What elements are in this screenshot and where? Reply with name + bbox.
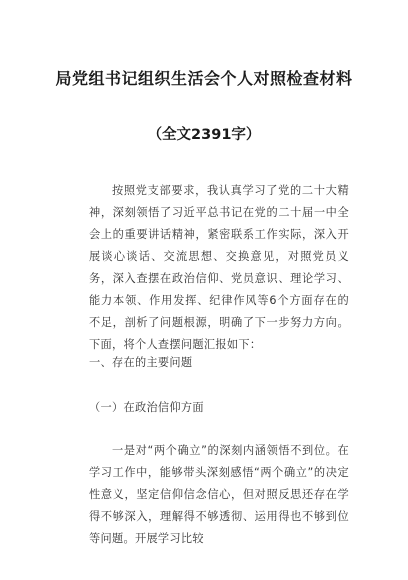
document-subtitle: （全文2391字） bbox=[147, 127, 261, 143]
intro-paragraph: 按照党支部要求，我认真学习了党的二十大精神，深刻领悟了习近平总书记在党的二十届一中全会上的重要讲话精神，紧密联系工作实际，深入开展谈心谈话、交流思想、交换意见，对照党员义务，深入查摆在政治信仰、党员意识、理论学习、能力本领、作用发挥、纪律作风等6个方面存在的不足，剖析了问题根源，明确了下一步努力方向。下面，将个人查摆问题汇报如下： bbox=[89, 184, 349, 351]
document-title: 局党组书记组织生活会个人对照检查材料 bbox=[55, 69, 353, 88]
section-heading: 一、存在的主要问题 bbox=[89, 356, 193, 369]
body-paragraph: 一是对“两个确立”的深刻内涵领悟不到位。在学习工作中，能够带头深刻感悟“两个确立”的决定性意义，坚定信仰信念信心，但对照反思还存在学得不够深入，理解得不够透彻、运用得也不够到位等问题。开展学习比较 bbox=[89, 444, 349, 545]
subsection-heading: （一）在政治信仰方面 bbox=[89, 401, 204, 414]
